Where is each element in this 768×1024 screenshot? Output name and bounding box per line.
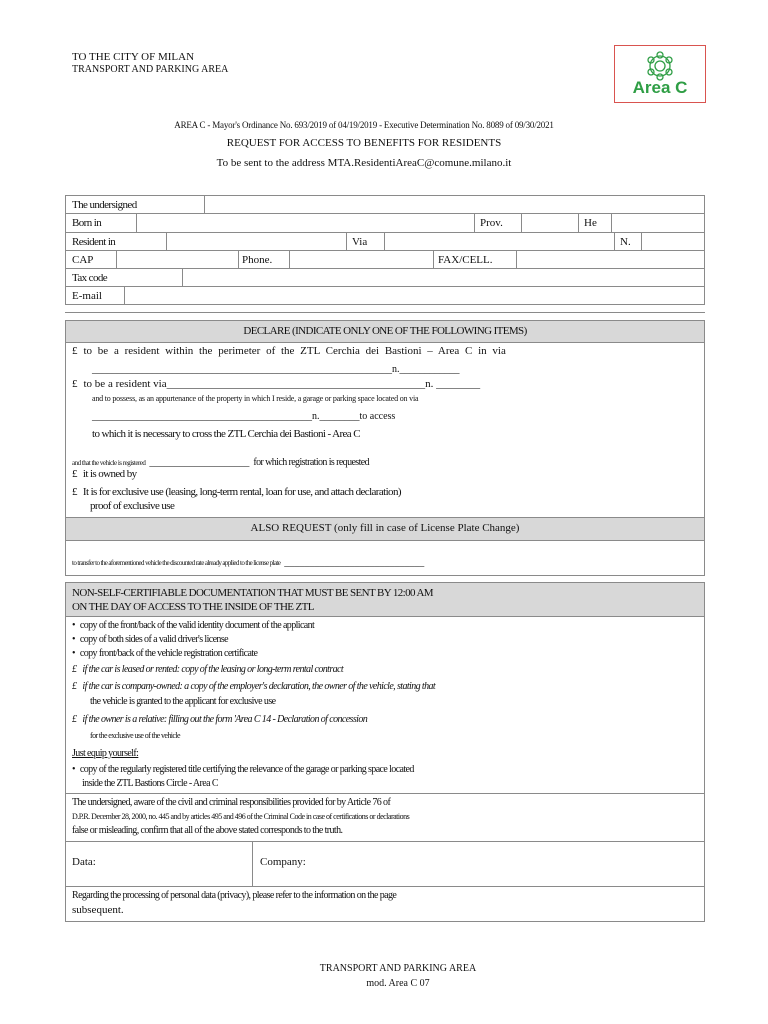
label-company: Company:	[260, 856, 306, 868]
email-input[interactable]	[126, 288, 702, 303]
recipient-area: TRANSPORT AND PARKING AREA	[72, 64, 229, 75]
vehicle-registration-tail: for which registration is requested	[253, 457, 370, 468]
born-in-input[interactable]	[138, 215, 472, 231]
label-phone: Phone.	[242, 254, 273, 266]
label-fax: FAX/CELL.	[438, 254, 493, 266]
option-owned-by[interactable]: £ it is owned by	[72, 468, 137, 480]
label-prov: Prov.	[480, 217, 503, 229]
vehicle-plate-line[interactable]: ____________________	[149, 457, 250, 468]
company-input[interactable]	[326, 844, 700, 884]
row-email	[66, 287, 704, 305]
fax-input[interactable]	[518, 252, 702, 267]
declare-section	[65, 320, 705, 576]
license-plate-change-row	[72, 552, 424, 570]
just-equip-label: Just equip yourself:	[72, 748, 139, 759]
certification-line-1: The undersigned, aware of the civil and criminal responsibilities provided for by Article 76 of	[72, 797, 391, 808]
n-input[interactable]	[643, 234, 702, 249]
logo-text: Area C	[632, 78, 688, 97]
vehicle-registered-label: and that the vehicle is registered	[72, 459, 146, 467]
resident-ztl-street-line[interactable]: ____________________________________________________________n.____________	[92, 364, 460, 375]
option-exclusive-use[interactable]: £ It is for exclusive use (leasing, long-term rental, loan for use, and attach declaration)	[72, 486, 401, 498]
doc-company-owned-cont: the vehicle is granted to the applicant for exclusive use	[90, 696, 276, 707]
label-resident-in: Resident in	[72, 236, 116, 248]
privacy-line-1: Regarding the processing of personal data (privacy), please refer to the information on the page	[72, 890, 397, 901]
personal-data-table	[65, 195, 705, 305]
documentation-heading-2: ON THE DAY OF ACCESS TO THE INSIDE OF THE ZTL	[72, 601, 314, 613]
doc-registration: • copy front/back of the vehicle registration certificate	[72, 648, 257, 660]
option-resident-via[interactable]: £ to be a resident via_______________________________________________n. ________	[72, 378, 480, 390]
doc-license: • copy of both sides of a valid driver's license	[72, 634, 228, 646]
doc-company-owned[interactable]: £ if the car is company-owned: a copy of the employer's declaration, the owner of the vehicle, stating that	[72, 681, 435, 693]
doc-relative-owner[interactable]: £ if the owner is a relative: filling out the form 'Area C 14 - Declaration of concession	[72, 714, 367, 726]
area-c-logo	[614, 45, 706, 103]
ordinance-line: AREA C - Mayor's Ordinance No. 693/2019 of 04/19/2019 - Executive Determination No. 8089 of 09/30/2021	[174, 120, 554, 130]
label-born-in: Born in	[72, 217, 102, 229]
ztl-crossing-text: to which it is necessary to cross the ZTL Cerchia dei Bastioni - Area C	[92, 428, 360, 440]
resident-in-input[interactable]	[168, 234, 344, 249]
label-he: He	[584, 217, 597, 229]
undersigned-input[interactable]	[206, 197, 702, 212]
documentation-heading-bar	[66, 583, 704, 617]
phone-input[interactable]	[291, 252, 431, 267]
label-tax-code: Tax code	[72, 272, 108, 284]
footer-area: TRANSPORT AND PARKING AREA	[319, 963, 477, 974]
license-plate-transfer-text: to transfer to the aforementioned vehicle the discounted rate already applied to the license plate	[72, 559, 281, 567]
recipient-line: TO THE CITY OF MILAN	[72, 51, 195, 63]
label-n: N.	[620, 236, 631, 248]
label-undersigned: The undersigned	[72, 199, 137, 211]
label-email: E-mail	[72, 290, 102, 302]
doc-leased-contract[interactable]: £ if the car is leased or rented: copy of the leasing or long-term rental contract	[72, 664, 343, 676]
footer-mod: mod. Area C 07	[366, 978, 430, 989]
label-data: Data:	[72, 856, 96, 868]
documentation-heading-1: NON-SELF-CERTIFIABLE DOCUMENTATION THAT MUST BE SENT BY 12:00 AM	[72, 587, 433, 599]
separator	[65, 312, 705, 313]
cap-input[interactable]	[118, 252, 236, 267]
send-to-address: To be sent to the address MTA.ResidentiAreaC@comune.milano.it	[216, 157, 512, 169]
row-born	[66, 214, 704, 233]
row-contact	[66, 251, 704, 269]
garage-appurtenance-text: and to possess, as an appurtenance of the property in which I reside, a garage or parking space located on via	[92, 394, 419, 403]
doc-garage-title-cont: inside the ZTL Bastions Circle - Area C	[82, 778, 218, 789]
privacy-line-2: subsequent.	[72, 904, 124, 916]
declare-heading: DECLARE (INDICATE ONLY ONE OF THE FOLLOWING ITEMS)	[243, 325, 527, 337]
exclusive-use-proof: proof of exclusive use	[90, 500, 175, 512]
also-request-heading-bar	[66, 517, 704, 541]
declare-heading-bar	[66, 321, 704, 343]
tax-code-input[interactable]	[184, 270, 702, 285]
certification-line-3: false or misleading, confirm that all of the above stated corresponds to the truth.	[72, 825, 343, 836]
data-input[interactable]	[116, 844, 251, 884]
label-cap: CAP	[72, 254, 94, 266]
doc-identity: • copy of the front/back of the valid identity document of the applicant	[72, 620, 314, 632]
doc-relative-owner-cont: for the exclusive use of the vehicle	[90, 731, 180, 740]
via-input[interactable]	[386, 234, 612, 249]
option-resident-in-ztl[interactable]: £ to be a resident within the perimeter of the ZTL Cerchia dei Bastioni – Area C in via	[72, 345, 506, 357]
row-resident	[66, 233, 704, 251]
license-plate-line[interactable]: ____________________________	[284, 557, 425, 568]
row-undersigned	[66, 196, 704, 214]
also-request-heading: ALSO REQUEST (only fill in case of License Plate Change)	[250, 522, 520, 534]
certification-line-2: D.P.R. December 28, 2000, no. 445 and by articles 495 and 496 of the Criminal Code in case of certifications or declarations	[72, 812, 410, 821]
garage-street-line[interactable]: ____________________________________________n.________to access	[92, 411, 396, 422]
label-via: Via	[352, 236, 368, 248]
doc-garage-title: • copy of the regularly registered title certifying the relevance of the garage or parking space located	[72, 764, 414, 776]
prov-input[interactable]	[523, 215, 576, 231]
he-input[interactable]	[613, 215, 702, 231]
form-title: REQUEST FOR ACCESS TO BENEFITS FOR RESIDENTS	[226, 137, 502, 149]
documentation-section	[65, 582, 705, 922]
row-tax	[66, 269, 704, 287]
